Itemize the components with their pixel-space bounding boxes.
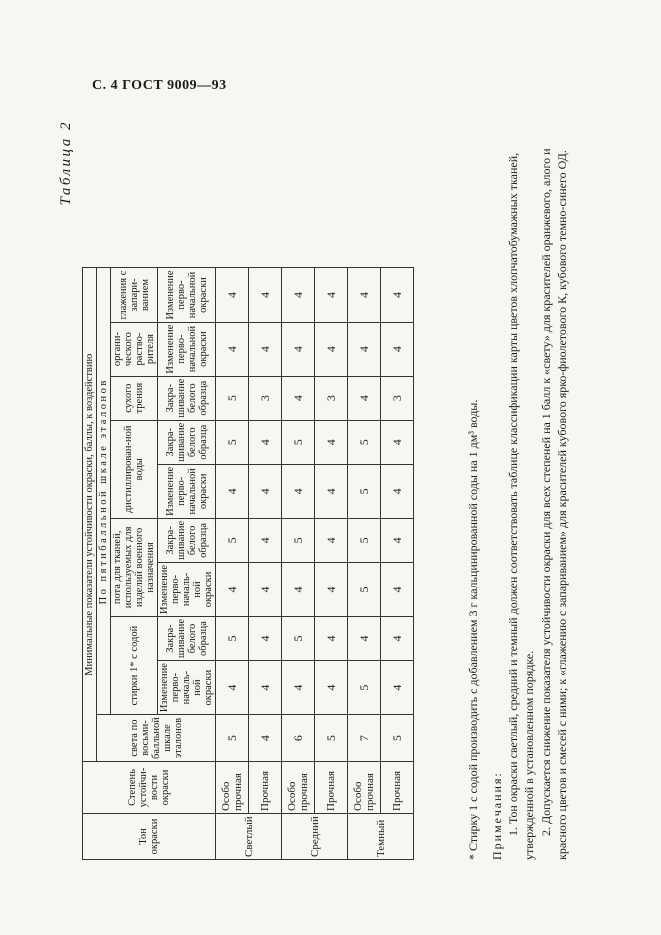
fastness-table [82,267,414,860]
value-cell: 5 [216,715,249,762]
tone-cell: Светлый [216,814,282,860]
value-cell: 4 [315,661,348,715]
subheader-change: Изменение перво-началь-ной окраски [158,661,216,715]
value-cell: 4 [282,268,315,322]
value-cell: 4 [282,661,315,715]
value-cell: 4 [216,464,249,518]
subheader-change: Изменение перво-начальной окраски [158,268,216,322]
value-cell: 4 [381,562,414,616]
page-header: С. 4 ГОСТ 9009—93 [92,78,227,93]
table-row [315,268,348,860]
header-wash: стирки 1* с содой [111,617,158,715]
value-cell: 4 [348,617,381,661]
value-cell: 4 [282,562,315,616]
value-cell: 4 [282,464,315,518]
degree-cell: Прочная [381,762,414,814]
rotated-table-sheet [58,120,569,860]
value-cell: 4 [249,464,282,518]
header-sweat: пота для тканей, используемых для изделий военного назначения [111,518,158,616]
value-cell: 4 [249,617,282,661]
value-cell: 5 [348,661,381,715]
value-cell: 4 [282,376,315,420]
value-cell: 4 [249,562,282,616]
value-cell: 4 [381,617,414,661]
value-cell: 4 [216,268,249,322]
value-cell: 4 [348,376,381,420]
value-cell: 3 [381,376,414,420]
subheader-change: Изменение перво-начальной окраски [158,322,216,376]
header-degree: Степень устойчи-вости окраски [83,762,216,814]
value-cell: 4 [315,322,348,376]
value-cell: 4 [381,268,414,322]
value-cell: 4 [249,420,282,464]
table-title: Таблица 2 [58,120,74,206]
table-row [381,268,414,860]
value-cell: 5 [216,617,249,661]
subheader-stain: Закра-шивание белого образца [158,518,216,562]
note-2: 2. Допускается снижение показателя устойчивости окраски для всех степеней на 1 балл к «свету» для красителей оранжевого, алого и красного цветов и смесей с ними; к «глажению с запариванием» для красителей кубового ярко-фиолетового К, кубового темно-синего ОД. [538,148,569,860]
value-cell: 4 [381,420,414,464]
value-cell: 4 [315,464,348,518]
degree-cell: Особо прочная [282,762,315,814]
value-cell: 7 [348,715,381,762]
value-cell: 4 [315,617,348,661]
subheader-stain: Закра-шивание белого образца [158,420,216,464]
header-group-main: Минимальные показатели устойчивости окраски, баллы, к воздействию [83,268,97,762]
value-cell: 4 [381,464,414,518]
value-cell: 4 [315,268,348,322]
value-cell: 5 [381,715,414,762]
table-row [282,268,315,860]
value-cell: 4 [282,322,315,376]
header-group-scale: По пятибалльной шкале эталонов [97,268,111,715]
value-cell: 5 [282,420,315,464]
value-cell: 4 [249,661,282,715]
header-water: дистиллирован-ной воды [111,420,158,518]
value-cell: 4 [381,518,414,562]
value-cell: 4 [381,322,414,376]
value-cell: 3 [249,376,282,420]
value-cell: 4 [249,268,282,322]
value-cell: 4 [249,715,282,762]
value-cell: 4 [348,268,381,322]
header-solvent: органи-ческого раство-рителя [111,322,158,376]
header-tone: Тон окраски [83,814,216,860]
degree-cell: Особо прочная [348,762,381,814]
degree-cell: Прочная [315,762,348,814]
value-cell: 4 [216,661,249,715]
value-cell: 5 [282,617,315,661]
value-cell: 4 [216,562,249,616]
table-row [216,268,249,860]
degree-cell: Особо прочная [216,762,249,814]
value-cell: 4 [348,322,381,376]
value-cell: 4 [315,518,348,562]
tone-cell: Темный [348,814,414,860]
table-row [249,268,282,860]
value-cell: 6 [282,715,315,762]
value-cell: 5 [348,518,381,562]
value-cell: 5 [348,420,381,464]
subheader-stain: Закра-шивание белого образца [158,376,216,420]
value-cell: 4 [315,562,348,616]
value-cell: 4 [249,518,282,562]
value-cell: 5 [216,376,249,420]
table-row [348,268,381,860]
value-cell: 5 [282,518,315,562]
header-dry-rub: сухого трения [111,376,158,420]
subheader-change: Изменение перво-начальной окраски [158,464,216,518]
subheader-stain: Закра-шивание белого образца [158,617,216,661]
value-cell: 4 [216,322,249,376]
notes [489,120,570,860]
value-cell: 4 [381,661,414,715]
header-ironing: глажения с запари-ванием [111,268,158,322]
tone-cell: Средний [282,814,348,860]
value-cell: 5 [216,518,249,562]
value-cell: 3 [315,376,348,420]
value-cell: 4 [315,420,348,464]
footnote: * Стирку 1 с содой производить с добавлением 3 г кальцинированной соды на 1 дм³ воды. [466,399,480,860]
value-cell: 5 [315,715,348,762]
value-cell: 5 [348,562,381,616]
value-cell: 5 [348,464,381,518]
header-light: света по восьми-балльной шкале эталонов [97,715,216,762]
subheader-change: Изменение перво-началь-ной окраски [158,562,216,616]
value-cell: 5 [216,420,249,464]
value-cell: 4 [249,322,282,376]
degree-cell: Прочная [249,762,282,814]
notes-title: Примечания: [490,771,504,860]
note-1: 1. Тон окраски светлый, средний и темный должен соответствовать таблице классификации карты цветов хлопчатобумажных тканей, утвержденной в установленном порядке. [506,152,537,860]
